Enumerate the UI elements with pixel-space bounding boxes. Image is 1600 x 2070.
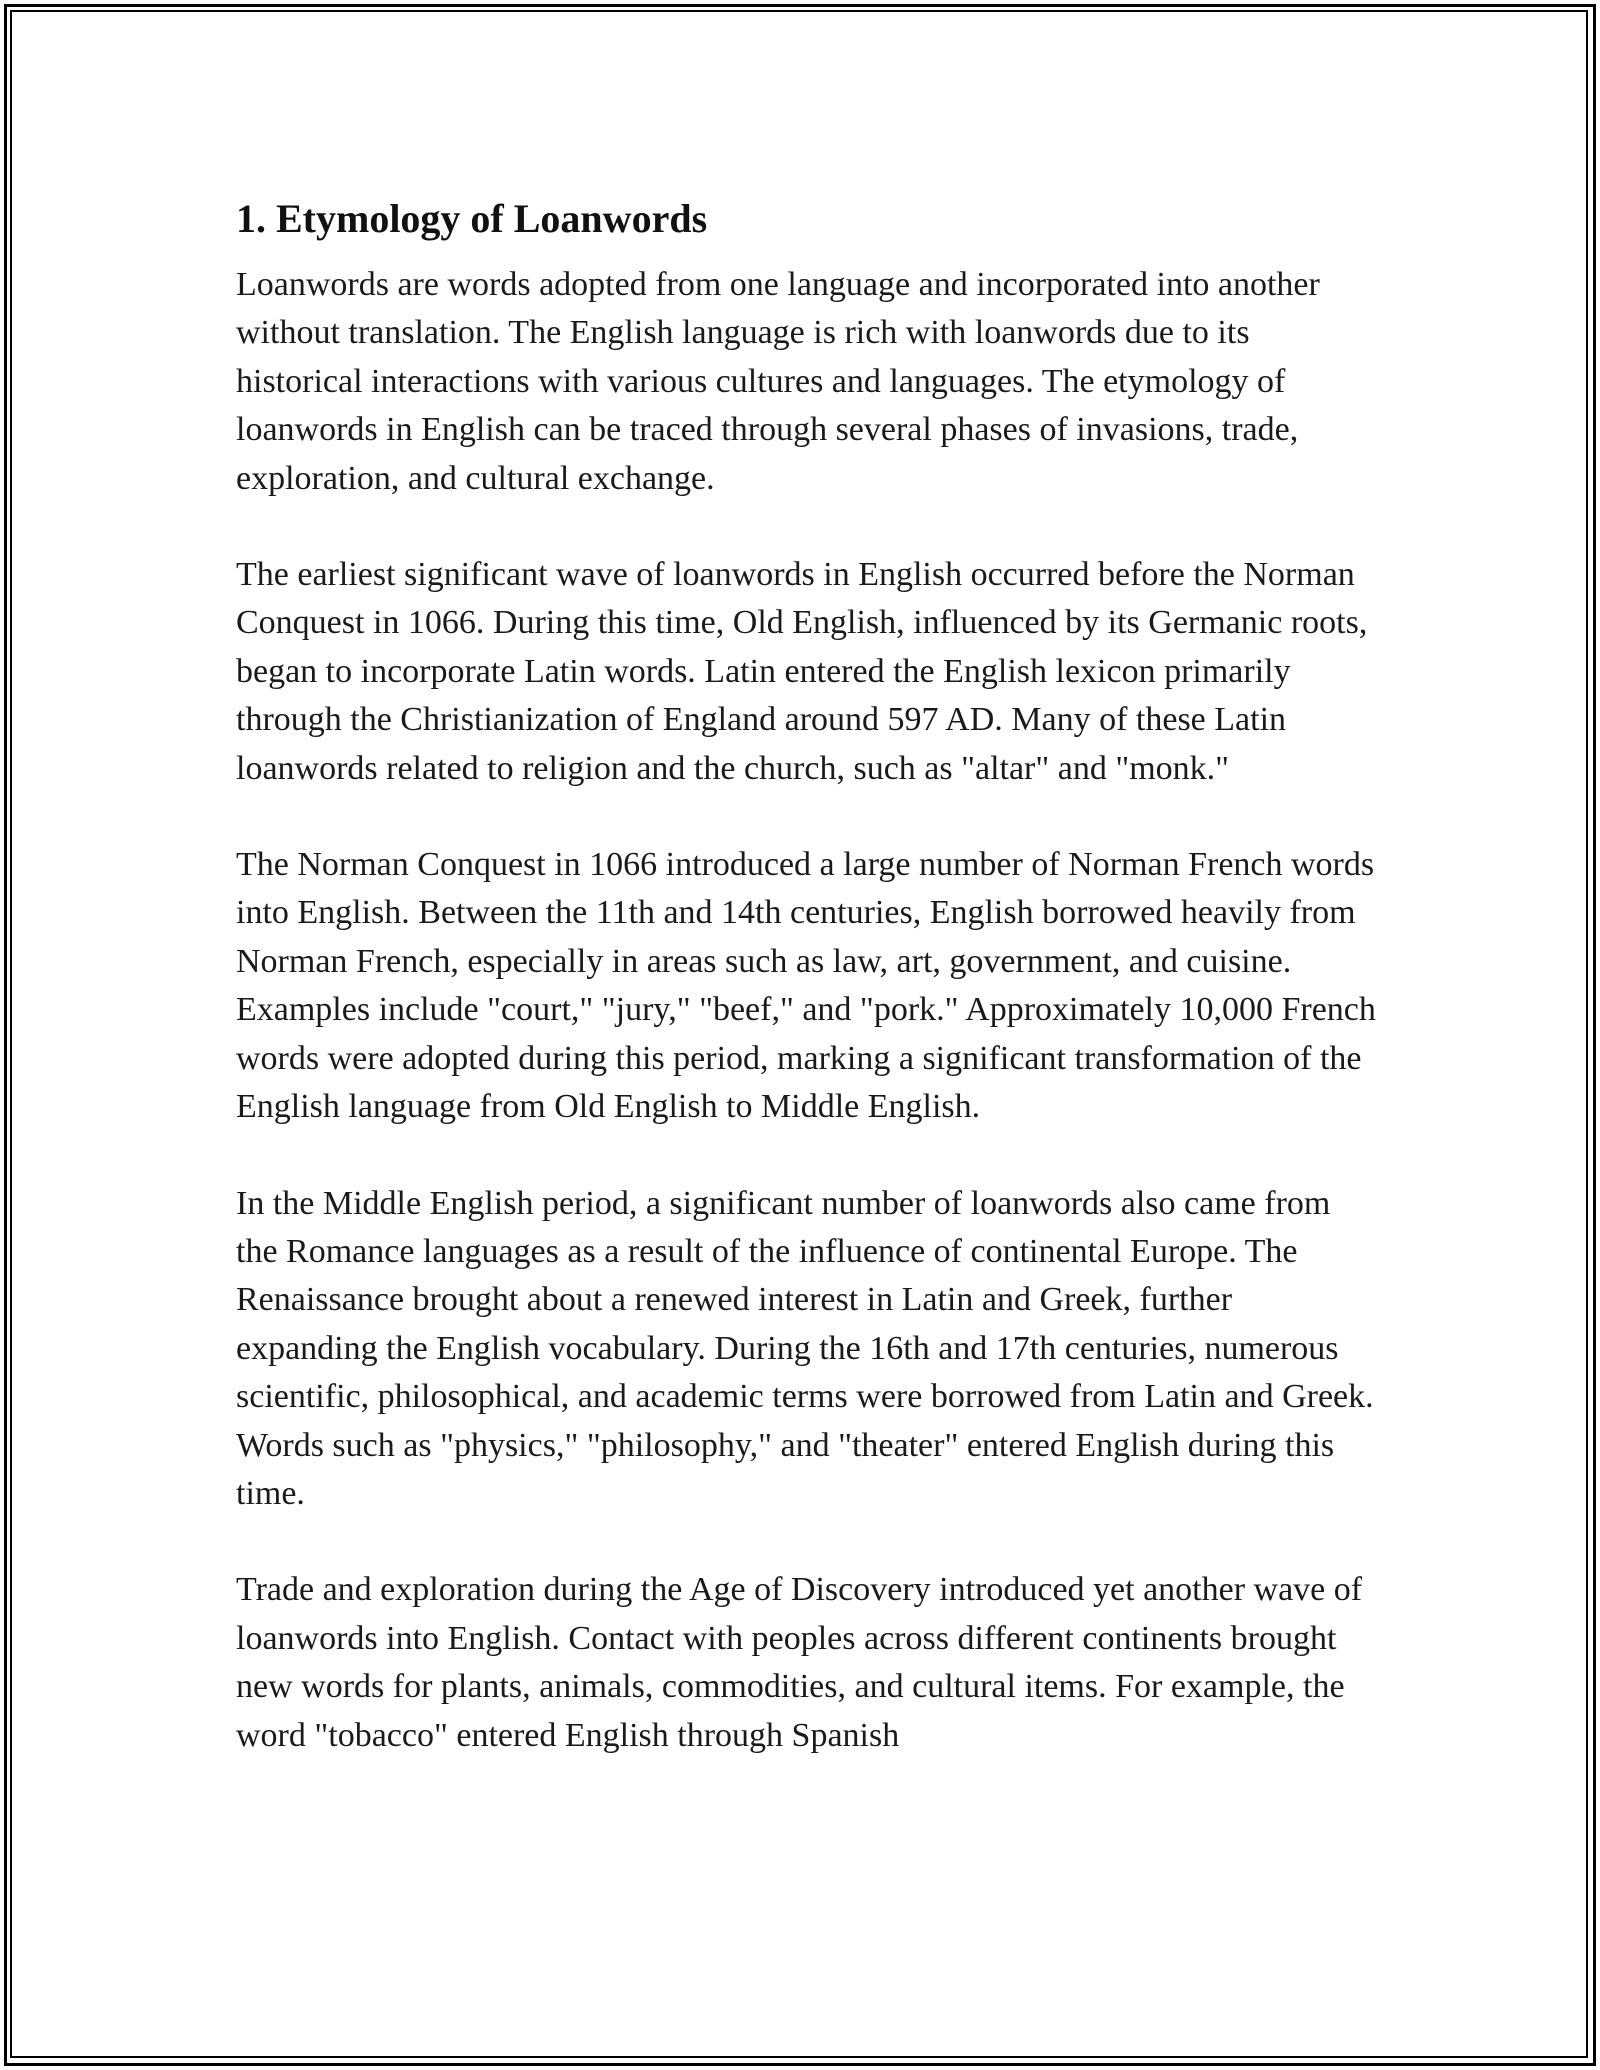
paragraph-old-english: The earliest significant wave of loanwords in English occurred before the Norman Conquest in 1066. During this time, Old English, influenced by its Germanic roots, began to incorporate Latin words. Latin entered the English lexicon primarily through the Christianization of England around 597 AD. Many of these Latin loanwords related to religion and the church, such as "altar" and "monk." (236, 556, 1368, 787)
section-heading: 1. Etymology of Loanwords (236, 196, 708, 241)
paragraph-norman-conquest: The Norman Conquest in 1066 introduced a large number of Norman French words into English. Between the 11th and 14th centuries, English borrowed heavily from Norman French, especially in areas such as law, art, government, and cuisine. Examples include "court," "jury," "beef," and "pork." Approximately 10,000 French words were adopted during this period, marking a significant transformation of the English language from Old English to Middle English. (236, 846, 1376, 1126)
paragraph-age-of-discovery: Trade and exploration during the Age of Discovery introduced yet another wave of loanwords into English. Contact with peoples across different continents brought new words for plants, animals, commodities, and cultural items. For example, the word "tobacco" entered English through Spanish (236, 1571, 1363, 1754)
paragraph-middle-english: In the Middle English period, a significant number of loanwords also came from the Romance languages as a result of the influence of continental Europe. The Renaissance brought about a renewed interest in Latin and Greek, further expanding the English vocabulary. During the 16th and 17th centuries, numerous scientific, philosophical, and academic terms were borrowed from Latin and Greek. Words such as "physics," "philosophy," and "theater" entered English during this time. (236, 1184, 1374, 1512)
document-body (236, 180, 1376, 1760)
paragraph-intro: Loanwords are words adopted from one language and incorporated into another without translation. The English language is rich with loanwords due to its historical interactions with various cultures and languages. The etymology of loanwords in English can be traced through several phases of invasions, trade, exploration, and cultural exchange. (236, 266, 1320, 497)
